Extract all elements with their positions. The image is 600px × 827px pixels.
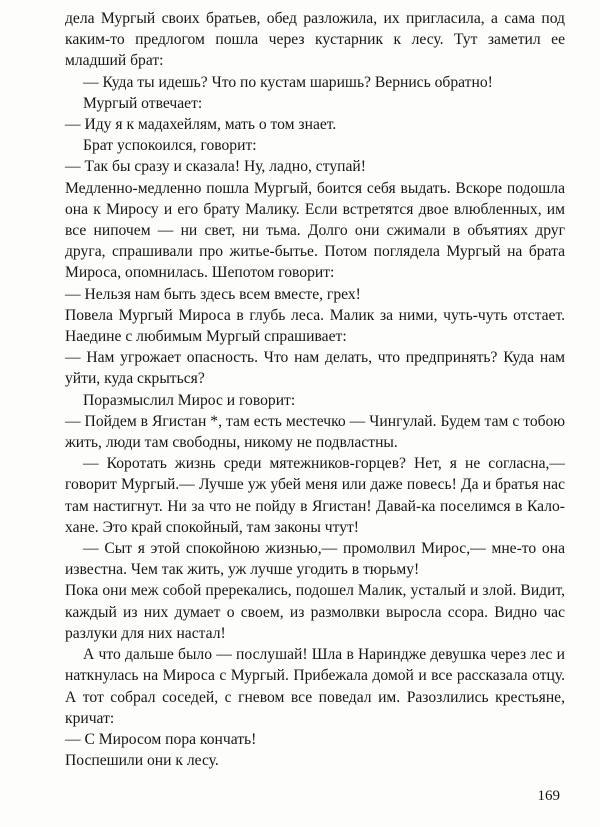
page-number: 169: [537, 788, 560, 804]
paragraph: — Так бы сразу и сказала! Ну, ладно, ступай!: [65, 158, 366, 176]
paragraph: Повела Мургый Мироса в глубь леса. Малик за ними, чуть-чуть отстает. Наедине с любимым Мургый спрашивает:: [65, 306, 565, 346]
paragraph: — Коротать жизнь среди мятежников-горцев? Нет, я не согласна,— говорит Мургый.— Лучше уж убей меня или даже повесь! Да и братья нас там настигнут. Ни за что не пойду в Ягистан! Давай-ка поселимся в Кало-хане. Это край спокойный, там законы чтут!: [65, 455, 565, 536]
paragraph: — Иду я к мадахейлям, мать о том знает.: [65, 116, 337, 134]
paragraph: Поразмыслил Мирос и говорит:: [83, 391, 296, 409]
paragraph: Медленно-медленно пошла Мургый, боится себя выдать. Вскоре подошла она к Миросу и его брату Малику. Если встретятся двое влюбленных, им все нипочем — ни свет, ни тьма. Долго они сжимали в объятиях друг друга, спрашивали про житье-бытье. Потом поглядела Мургый на брата Мироса, опомнилась. Шепотом говорит:: [65, 179, 565, 282]
paragraph: А что дальше было — послушай! Шла в Нариндже девушка через лес и наткнулась на Мироса с Мургый. Прибежала домой и все рассказала отцу. А тот собрал соседей, с гневом все поведал им. Разозлились крестьяне, кричат:: [65, 646, 565, 727]
paragraph: — Нам угрожает опасность. Что нам делать, что предпринять? Куда нам уйти, куда скрыться?: [65, 349, 565, 388]
paragraph: Мургый отвечает:: [83, 94, 203, 112]
paragraph: дела Мургый своих братьев, обед разложила, их пригласила, а сама под каким-то предлогом пошла через кустарник к лесу. Тут заметил ее младший брат:: [65, 10, 565, 70]
paragraph: Пока они меж собой пререкались, подошел Малик, усталый и злой. Видит, каждый из них думает о своем, из размолвки выросла ссора. Видно час разлуки для них настал!: [65, 582, 565, 642]
paragraph: — Сыт я этой спокойною жизнью,— промолвил Мирос,— мне-то она известна. Чем так жить, уж лучше угодить в тюрьму!: [65, 540, 565, 579]
paragraph: — Куда ты идешь? Что по кустам шаришь? Вернись обратно!: [83, 73, 493, 91]
paragraph: — Нельзя нам быть здесь всем вместе, грех!: [65, 285, 361, 303]
paragraph: — С Миросом пора кончать!: [65, 730, 257, 748]
paragraph: Брат успокоился, говорит:: [83, 137, 257, 155]
paragraph: Поспешили они к лесу.: [65, 752, 219, 770]
page-text: [65, 8, 565, 771]
paragraph: — Пойдем в Ягистан *, там есть местечко — Чингулай. Будем там с тобою жить, люди там свободны, никому не подвластны.: [65, 412, 565, 452]
